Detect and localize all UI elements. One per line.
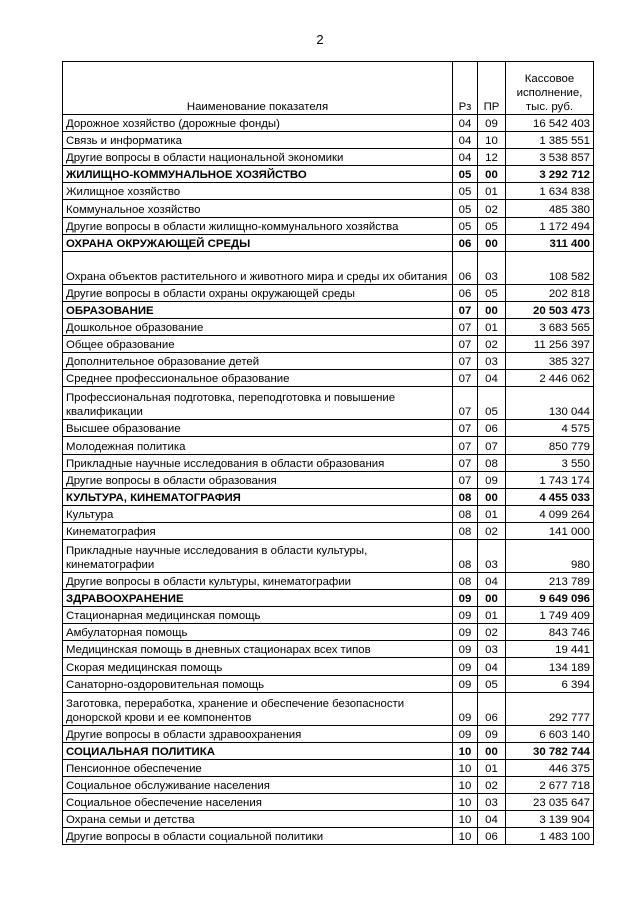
cell-pr: 00 bbox=[478, 166, 506, 183]
table-row bbox=[63, 828, 594, 845]
cell-rz: 05 bbox=[453, 200, 478, 217]
table-row bbox=[63, 607, 594, 624]
cell-sum: 130 044 bbox=[506, 387, 594, 420]
cell-sum: 20 503 473 bbox=[506, 301, 594, 318]
cell-pr: 03 bbox=[478, 353, 506, 370]
cell-name: Другие вопросы в области здравоохранения bbox=[63, 725, 453, 742]
cell-pr: 04 bbox=[478, 370, 506, 387]
cell-rz: 09 bbox=[453, 725, 478, 742]
cell-name: Пенсионное обеспечение bbox=[63, 759, 453, 776]
cell-sum: 213 789 bbox=[506, 572, 594, 589]
table-row bbox=[63, 183, 594, 200]
cell-name: Связь и информатика bbox=[63, 132, 453, 149]
cell-pr: 05 bbox=[478, 675, 506, 692]
table-row bbox=[63, 725, 594, 742]
table-section-row bbox=[63, 166, 594, 183]
cell-sum: 3 550 bbox=[506, 454, 594, 471]
cell-pr: 02 bbox=[478, 336, 506, 353]
cell-sum: 1 172 494 bbox=[506, 217, 594, 234]
cell-name: Общее образование bbox=[63, 336, 453, 353]
cell-sum: 1 483 100 bbox=[506, 828, 594, 845]
table-row bbox=[63, 759, 594, 776]
cell-rz: 04 bbox=[453, 115, 478, 132]
cell-name: ОХРАНА ОКРУЖАЮЩЕЙ СРЕДЫ bbox=[63, 234, 453, 251]
table-section-row bbox=[63, 234, 594, 251]
cell-rz: 06 bbox=[453, 251, 478, 284]
table-row bbox=[63, 624, 594, 641]
table-row bbox=[63, 149, 594, 166]
cell-rz: 07 bbox=[453, 437, 478, 454]
cell-pr: 09 bbox=[478, 725, 506, 742]
cell-sum: 141 000 bbox=[506, 522, 594, 539]
table-row bbox=[63, 794, 594, 811]
table-row bbox=[63, 200, 594, 217]
cell-rz: 09 bbox=[453, 641, 478, 658]
table-row bbox=[63, 471, 594, 488]
table-header bbox=[63, 62, 594, 115]
cell-sum: 3 292 712 bbox=[506, 166, 594, 183]
cell-pr: 10 bbox=[478, 132, 506, 149]
cell-sum: 4 575 bbox=[506, 420, 594, 437]
cell-name: Культура bbox=[63, 505, 453, 522]
cell-rz: 07 bbox=[453, 387, 478, 420]
table-body bbox=[63, 115, 594, 845]
cell-pr: 07 bbox=[478, 437, 506, 454]
budget-table bbox=[62, 61, 594, 845]
cell-pr: 03 bbox=[478, 251, 506, 284]
table-row bbox=[63, 251, 594, 284]
cell-sum: 850 779 bbox=[506, 437, 594, 454]
cell-rz: 10 bbox=[453, 742, 478, 759]
cell-name: Амбулаторная помощь bbox=[63, 624, 453, 641]
table-row bbox=[63, 692, 594, 725]
cell-sum: 3 538 857 bbox=[506, 149, 594, 166]
cell-pr: 00 bbox=[478, 742, 506, 759]
cell-sum: 3 683 565 bbox=[506, 318, 594, 335]
cell-sum: 30 782 744 bbox=[506, 742, 594, 759]
cell-pr: 00 bbox=[478, 301, 506, 318]
table-row bbox=[63, 132, 594, 149]
cell-pr: 09 bbox=[478, 115, 506, 132]
cell-name: Заготовка, переработка, хранение и обеспечение безопасности донорской крови и ее компонентов bbox=[63, 692, 453, 725]
cell-rz: 07 bbox=[453, 454, 478, 471]
cell-rz: 09 bbox=[453, 658, 478, 675]
cell-sum: 485 380 bbox=[506, 200, 594, 217]
cell-rz: 07 bbox=[453, 336, 478, 353]
cell-name: Социальное обслуживание населения bbox=[63, 776, 453, 793]
cell-sum: 1 743 174 bbox=[506, 471, 594, 488]
cell-rz: 07 bbox=[453, 471, 478, 488]
table-row bbox=[63, 641, 594, 658]
cell-sum: 446 375 bbox=[506, 759, 594, 776]
cell-sum: 385 327 bbox=[506, 353, 594, 370]
cell-rz: 09 bbox=[453, 675, 478, 692]
cell-rz: 10 bbox=[453, 794, 478, 811]
cell-name: Социальное обеспечение населения bbox=[63, 794, 453, 811]
cell-sum: 1 634 838 bbox=[506, 183, 594, 200]
cell-pr: 02 bbox=[478, 522, 506, 539]
cell-name: Другие вопросы в области образования bbox=[63, 471, 453, 488]
table-row bbox=[63, 318, 594, 335]
cell-rz: 07 bbox=[453, 420, 478, 437]
cell-name: Охрана семьи и детства bbox=[63, 811, 453, 828]
cell-rz: 08 bbox=[453, 572, 478, 589]
cell-pr: 01 bbox=[478, 505, 506, 522]
cell-rz: 04 bbox=[453, 132, 478, 149]
cell-rz: 05 bbox=[453, 183, 478, 200]
cell-name: Другие вопросы в области охраны окружающей среды bbox=[63, 284, 453, 301]
cell-sum: 16 542 403 bbox=[506, 115, 594, 132]
cell-rz: 08 bbox=[453, 488, 478, 505]
cell-pr: 01 bbox=[478, 183, 506, 200]
cell-rz: 10 bbox=[453, 811, 478, 828]
cell-rz: 09 bbox=[453, 624, 478, 641]
cell-sum: 292 777 bbox=[506, 692, 594, 725]
cell-sum: 2 446 062 bbox=[506, 370, 594, 387]
header-pr: ПР bbox=[478, 62, 506, 115]
cell-name: Другие вопросы в области жилищно-коммунального хозяйства bbox=[63, 217, 453, 234]
cell-sum: 134 189 bbox=[506, 658, 594, 675]
cell-pr: 00 bbox=[478, 234, 506, 251]
cell-name: Дошкольное образование bbox=[63, 318, 453, 335]
cell-name: Стационарная медицинская помощь bbox=[63, 607, 453, 624]
cell-sum: 6 603 140 bbox=[506, 725, 594, 742]
table-row bbox=[63, 776, 594, 793]
table-row bbox=[63, 572, 594, 589]
cell-rz: 07 bbox=[453, 370, 478, 387]
cell-sum: 843 746 bbox=[506, 624, 594, 641]
table-row bbox=[63, 115, 594, 132]
cell-rz: 08 bbox=[453, 505, 478, 522]
cell-name: Скорая медицинская помощь bbox=[63, 658, 453, 675]
cell-name: Медицинская помощь в дневных стационарах всех типов bbox=[63, 641, 453, 658]
cell-sum: 23 035 647 bbox=[506, 794, 594, 811]
cell-sum: 202 818 bbox=[506, 284, 594, 301]
table-row bbox=[63, 811, 594, 828]
cell-name: Прикладные научные исследования в области образования bbox=[63, 454, 453, 471]
cell-name: Дорожное хозяйство (дорожные фонды) bbox=[63, 115, 453, 132]
table-row bbox=[63, 387, 594, 420]
cell-pr: 03 bbox=[478, 539, 506, 572]
cell-rz: 07 bbox=[453, 318, 478, 335]
cell-name: Кинематография bbox=[63, 522, 453, 539]
cell-name: ОБРАЗОВАНИЕ bbox=[63, 301, 453, 318]
cell-rz: 05 bbox=[453, 217, 478, 234]
cell-name: Другие вопросы в области культуры, кинематографии bbox=[63, 572, 453, 589]
cell-sum: 4 099 264 bbox=[506, 505, 594, 522]
cell-pr: 08 bbox=[478, 454, 506, 471]
table-row bbox=[63, 505, 594, 522]
cell-name: Профессиональная подготовка, переподготовка и повышение квалификации bbox=[63, 387, 453, 420]
cell-sum: 1 749 409 bbox=[506, 607, 594, 624]
cell-pr: 02 bbox=[478, 776, 506, 793]
table-row bbox=[63, 454, 594, 471]
table-section-row bbox=[63, 590, 594, 607]
cell-pr: 04 bbox=[478, 572, 506, 589]
cell-pr: 09 bbox=[478, 471, 506, 488]
cell-pr: 03 bbox=[478, 641, 506, 658]
cell-name: Жилищное хозяйство bbox=[63, 183, 453, 200]
cell-pr: 04 bbox=[478, 811, 506, 828]
cell-name: Другие вопросы в области национальной экономики bbox=[63, 149, 453, 166]
cell-pr: 04 bbox=[478, 658, 506, 675]
cell-rz: 10 bbox=[453, 776, 478, 793]
cell-rz: 08 bbox=[453, 539, 478, 572]
table-row bbox=[63, 675, 594, 692]
cell-name: ЗДРАВООХРАНЕНИЕ bbox=[63, 590, 453, 607]
cell-sum: 2 677 718 bbox=[506, 776, 594, 793]
cell-sum: 19 441 bbox=[506, 641, 594, 658]
cell-sum: 1 385 551 bbox=[506, 132, 594, 149]
table-section-row bbox=[63, 742, 594, 759]
cell-sum: 3 139 904 bbox=[506, 811, 594, 828]
table-row bbox=[63, 420, 594, 437]
cell-name: Санаторно-оздоровительная помощь bbox=[63, 675, 453, 692]
cell-sum: 108 582 bbox=[506, 251, 594, 284]
cell-sum: 311 400 bbox=[506, 234, 594, 251]
cell-rz: 06 bbox=[453, 234, 478, 251]
cell-name: Высшее образование bbox=[63, 420, 453, 437]
table-row bbox=[63, 539, 594, 572]
cell-rz: 08 bbox=[453, 522, 478, 539]
cell-name: Дополнительное образование детей bbox=[63, 353, 453, 370]
cell-pr: 02 bbox=[478, 624, 506, 641]
cell-name: Молодежная политика bbox=[63, 437, 453, 454]
cell-sum: 6 394 bbox=[506, 675, 594, 692]
cell-pr: 01 bbox=[478, 607, 506, 624]
cell-rz: 10 bbox=[453, 828, 478, 845]
table-section-row bbox=[63, 488, 594, 505]
cell-name: Коммунальное хозяйство bbox=[63, 200, 453, 217]
cell-rz: 09 bbox=[453, 590, 478, 607]
cell-pr: 00 bbox=[478, 590, 506, 607]
table-row bbox=[63, 336, 594, 353]
table-row bbox=[63, 437, 594, 454]
cell-pr: 12 bbox=[478, 149, 506, 166]
cell-pr: 05 bbox=[478, 217, 506, 234]
cell-rz: 04 bbox=[453, 149, 478, 166]
cell-pr: 05 bbox=[478, 284, 506, 301]
header-sum: Кассовое исполнение, тыс. руб. bbox=[506, 62, 594, 115]
cell-sum: 11 256 397 bbox=[506, 336, 594, 353]
cell-pr: 06 bbox=[478, 692, 506, 725]
table-section-row bbox=[63, 301, 594, 318]
cell-rz: 05 bbox=[453, 166, 478, 183]
page-number: 2 bbox=[316, 32, 324, 47]
cell-name: Прикладные научные исследования в области культуры, кинематографии bbox=[63, 539, 453, 572]
cell-rz: 09 bbox=[453, 692, 478, 725]
cell-rz: 10 bbox=[453, 759, 478, 776]
cell-name: Другие вопросы в области социальной политики bbox=[63, 828, 453, 845]
cell-name: КУЛЬТУРА, КИНЕМАТОГРАФИЯ bbox=[63, 488, 453, 505]
table-row bbox=[63, 370, 594, 387]
cell-pr: 05 bbox=[478, 387, 506, 420]
cell-rz: 06 bbox=[453, 284, 478, 301]
cell-pr: 01 bbox=[478, 318, 506, 335]
cell-name: СОЦИАЛЬНАЯ ПОЛИТИКА bbox=[63, 742, 453, 759]
cell-pr: 06 bbox=[478, 420, 506, 437]
cell-rz: 09 bbox=[453, 607, 478, 624]
cell-rz: 07 bbox=[453, 301, 478, 318]
header-rz: Рз bbox=[453, 62, 478, 115]
header-name: Наименование показателя bbox=[63, 62, 453, 115]
cell-pr: 06 bbox=[478, 828, 506, 845]
cell-name: ЖИЛИЩНО-КОММУНАЛЬНОЕ ХОЗЯЙСТВО bbox=[63, 166, 453, 183]
table-row bbox=[63, 658, 594, 675]
cell-name: Среднее профессиональное образование bbox=[63, 370, 453, 387]
cell-sum: 980 bbox=[506, 539, 594, 572]
cell-rz: 07 bbox=[453, 353, 478, 370]
cell-sum: 9 649 096 bbox=[506, 590, 594, 607]
table-row bbox=[63, 522, 594, 539]
cell-pr: 02 bbox=[478, 200, 506, 217]
table-row bbox=[63, 217, 594, 234]
cell-pr: 03 bbox=[478, 794, 506, 811]
cell-pr: 01 bbox=[478, 759, 506, 776]
cell-pr: 00 bbox=[478, 488, 506, 505]
table-row bbox=[63, 353, 594, 370]
table-row bbox=[63, 284, 594, 301]
cell-sum: 4 455 033 bbox=[506, 488, 594, 505]
cell-name: Охрана объектов растительного и животного мира и среды их обитания bbox=[63, 251, 453, 284]
